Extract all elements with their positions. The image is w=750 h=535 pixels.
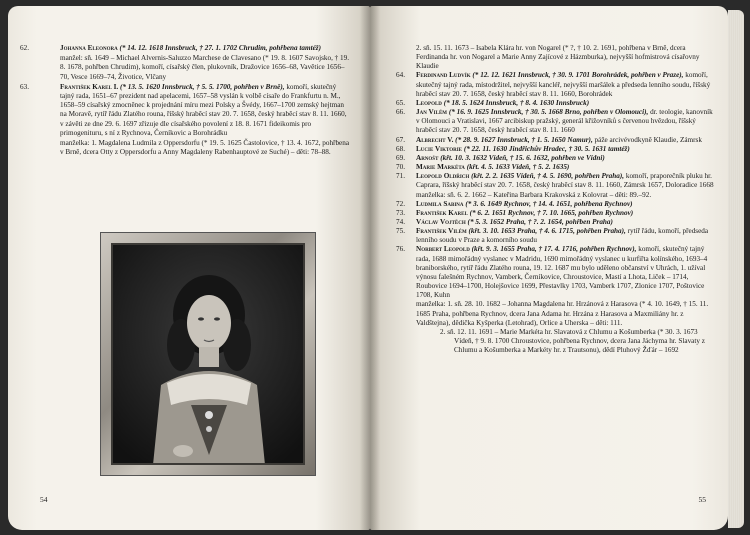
person-name: Jan Vilém [416, 108, 448, 117]
entry-63 [20, 82, 350, 138]
person-dates: (křt. 2. 2. 1635 Vídeň, † 4. 5. 1690, pohřben Praha), [471, 172, 625, 181]
person-name: Ferdinand Ludvík [416, 71, 471, 80]
person-name: František Karel I. [60, 82, 119, 91]
spouse-line: 2. sň. 12. 11. 1691 – Marie Markéta hr. Slavatová z Chlumu a Košumberka (* 30. 3. 1673 Vídeň, † 9. 8. 1700 Chroustovice, pohřbena Rychnov, dcera Jana Jáchyma hr. Slavaty z Chlumu a Košumberka a Markéty hr. z Trautsonu), dědí Pluhový Žďár – 1692 [440, 327, 705, 355]
portrait-frame [100, 232, 316, 476]
person-name: František Karel [416, 208, 468, 217]
entry-number: 75. [396, 227, 405, 236]
entry-text: komoří, skutečný tajný rada, 1651–67 prezident nad apelacemi, 1657–58 vyslán k volbě císaře do Frankfurtu n. M., 1658–59 císařský zmocněnec k projednání míru mezi Polsky a Švédy, 1667–1700 zemský hejtman na Moravě, rytíř řádu Zlatého rouna, říšský hraběcí stav 20. 7. 1658, český hraběcí stav 8. 11. 1660, v závěti ze dne 29. 6. 1697 zřizuje dle císařského povolení z 18. 8. 1671 fideikomis pro primogenituru, s ní z Rychnova, Černíkovic a Borohrádku [60, 82, 347, 137]
entry-number: 65. [396, 98, 405, 107]
entry-number: 64. [396, 71, 405, 80]
person-dates: (křt. 10. 3. 1632 Vídeň, † 15. 6. 1632, pohřben ve Vídni) [440, 153, 605, 162]
entry-67 [396, 136, 716, 145]
person-name: Ludmila Sabina [416, 199, 464, 208]
entry-number: 68. [396, 144, 405, 153]
right-page [370, 6, 728, 530]
person-name: František Vilém [416, 227, 467, 236]
portrait-image [111, 243, 305, 465]
entry-number: 70. [396, 163, 405, 172]
entry-69 [396, 154, 716, 163]
entry-number: 71. [396, 172, 405, 181]
entry-75 [396, 227, 716, 245]
person-dates: (* 18. 5. 1624 Innsbruck, † 8. 4. 1630 Innsbruck) [443, 98, 590, 107]
entry-62 [20, 44, 350, 53]
entry-text: komoří, skutečný tajný rada, místodržitel, nejvyšší kancléř, nejvyšší maršálek a předseda lenního soudu, říšský hraběcí stav 20. 7. 1658, český hraběcí stav 8. 11. 1660, Borohrádek [416, 71, 711, 98]
entry-number: 76. [396, 245, 405, 254]
entry-text: rytíř řádu, komoří, předseda lenního soudu v Praze a komorního soudu [416, 227, 709, 245]
entry-64 [396, 71, 716, 98]
entry-63-spouse: manželka: 1. Magdalena Ludmila z Oppersdorfu (* 19. 5. 1625 Častolovice, † 13. 4. 1672, pohřbena v Brně, dcera Otty z Oppersdorfu a Anny Magdaleny Rabenhauptové ze Suché) – děti: 78–88. [60, 139, 350, 157]
entry-62-spouse: manžel: sň. 1649 – Michael Alvernis-Saluzzo Marchese de Clavesano (* 19. 8. 1607 Savojsko, † 19. 8. 1678, pohřben Chrudim), komoří, císařský člen, plukovník, Dražovice 1656–68, Vavětice 1656–70, Vesce 1669–74, Životice, Vlčany [60, 54, 350, 81]
entry-number: 74. [396, 217, 405, 226]
entry-73 [396, 209, 716, 218]
person-dates: (křt. 9. 3. 1655 Praha, † 17. 4. 1716, pohřben Rychnov), [471, 245, 637, 254]
person-dates: (* 22. 11. 1630 Jindřichův Hradec, † 30. 5. 1631 tamtéž) [463, 144, 630, 153]
entry-number: 72. [396, 199, 405, 208]
continuation-text: manželka: 1. sň. 28. 10. 1682 – Johanna Magdalena hr. Hrzánová z Harasova (* 4. 10. 1649, † 15. 11. 1685 Praha, pohřbena Rychnov, dcera Jana Adama hr. Hrzána z Harasova a Maxmiliány hr. z Valdštejna), dědička Kyšperka (Letohrad), Orlice a Uherska – děti: 111. [416, 300, 709, 327]
page-number: 55 [698, 495, 706, 504]
entry-68 [396, 145, 716, 154]
entry-71 [396, 172, 716, 190]
person-name: Leopold Oldřich [416, 172, 470, 181]
person-dates: (* 16. 9. 1625 Innsbruck, † 30. 5. 1668 Brno, pohřben v Olomouci), [448, 108, 649, 117]
continuation-text: manželka: sň. 6. 2. 1662 – Kateřina Barbara Krakovská z Kolovrat – děti: 89.–92. [416, 190, 652, 199]
person-dates: (* 6. 2. 1651 Rychnov, † 7. 10. 1665, pohřben Rychnov) [469, 208, 634, 217]
person-dates: (křt. 4. 5. 1633 Vídeň, † 5. 2. 1635) [466, 163, 570, 172]
person-name: Norbert Leopold [416, 245, 470, 254]
person-dates: (* 28. 9. 1627 Innsbruck, † 1. 5. 1650 Namur), [455, 135, 593, 144]
person-dates: (* 13. 5. 1620 Innsbruck, † 5. 5. 1700, pohřben v Brně), [119, 82, 285, 91]
page-edges [728, 10, 744, 528]
person-dates: (* 3. 6. 1649 Rychnov, † 14. 4. 1651, pohřbena Rychnov) [465, 199, 633, 208]
left-page [8, 6, 370, 530]
entry-number: 69. [396, 153, 405, 162]
entry-number: 62. [20, 44, 29, 52]
entry-76 [396, 245, 716, 300]
person-dates: (* 5. 3. 1652 Praha, † ?. 2. 1654, pohřben Praha) [467, 217, 613, 226]
person-dates: (* 12. 12. 1621 Innsbruck, † 30. 9. 1701 Borohrádek, pohřben v Praze), [472, 71, 684, 80]
open-book [8, 6, 744, 530]
person-name: Albrecht V. [416, 135, 454, 144]
person-dates: (* 14. 12. 1618 Innsbruck, † 27. 1. 1702 Chrudim, pohřbena tamtéž) [119, 44, 321, 52]
entry-number: 63. [20, 82, 29, 91]
right-page-entries [396, 44, 716, 355]
portrait-illustration [113, 245, 305, 465]
entry-text: páže arcivévodkyně Klaudie, Zámrsk [594, 135, 702, 144]
page-number: 54 [40, 495, 48, 504]
entry-74 [396, 218, 716, 227]
person-name: Lucie Viktorie [416, 144, 463, 153]
person-name: Václav Vojtěch [416, 217, 466, 226]
continuation-text: 2. sň. 15. 11. 1673 – Isabela Klára hr. von Nogarel (* ?, † 10. 2. 1691, pohřbena v Brně, dcera Ferdinanda hr. von Nogarel a Marie Anny Zajícové z Házmburka), nejvyšší hofmistrová císařovny Klaudie [416, 44, 700, 71]
person-dates: (křt. 3. 10. 1653 Praha, † 4. 6. 1715, pohřben Praha), [468, 227, 626, 236]
person-name: Leopold [416, 98, 442, 107]
entry-70 [396, 163, 716, 172]
entry-72 [396, 200, 716, 209]
person-name: Marie Markéta [416, 163, 465, 172]
entry-text: komoří, skutečný tajný rada, 1688 mimořádný vyslanec v Madridu, 1690 mimořádný vyslanec u kurfiřta kolínského, 1693–4 braniborského, rytíř řádu Zlatého rouna, 19. 12. 1687 mu bylo uděleno občanství v Uhrách, 1. užíval výnosu falešném Rychnov, Vamberk, Černíkovice, Chroustovice, Mastí a Lhota, Liček – 1714, Roubovice 1694–1700, Holejšovice 1699, Přestavlky 1703, Vamberk 1707, Zlonice 1707, Poštovice 1708, Kuhn [416, 245, 708, 300]
entry-text: komoří, praporečník pluku hr. Caprara, říšský hraběcí stav 20. 7. 1658, český hraběcí stav 8. 11. 1660, Zámrsk 1657, Doloradice 1668 [416, 172, 714, 190]
entry-text: dr. teologie, kanovník v Olomouci a Vratislavi, 1667 arcibiskup pražský, generál křižovníků s červenou hvězdou, říšský hraběcí stav 20. 7. 1658, český hraběcí stav 8. 11. 1660 [416, 108, 713, 135]
entry-number: 66. [396, 108, 405, 117]
person-name: Johanna Eleonora [60, 44, 118, 52]
entry-number: 73. [396, 208, 405, 217]
person-name: Arnošt [416, 153, 439, 162]
entry-number: 67. [396, 135, 405, 144]
entry-66 [396, 108, 716, 135]
entry-65 [396, 99, 716, 108]
